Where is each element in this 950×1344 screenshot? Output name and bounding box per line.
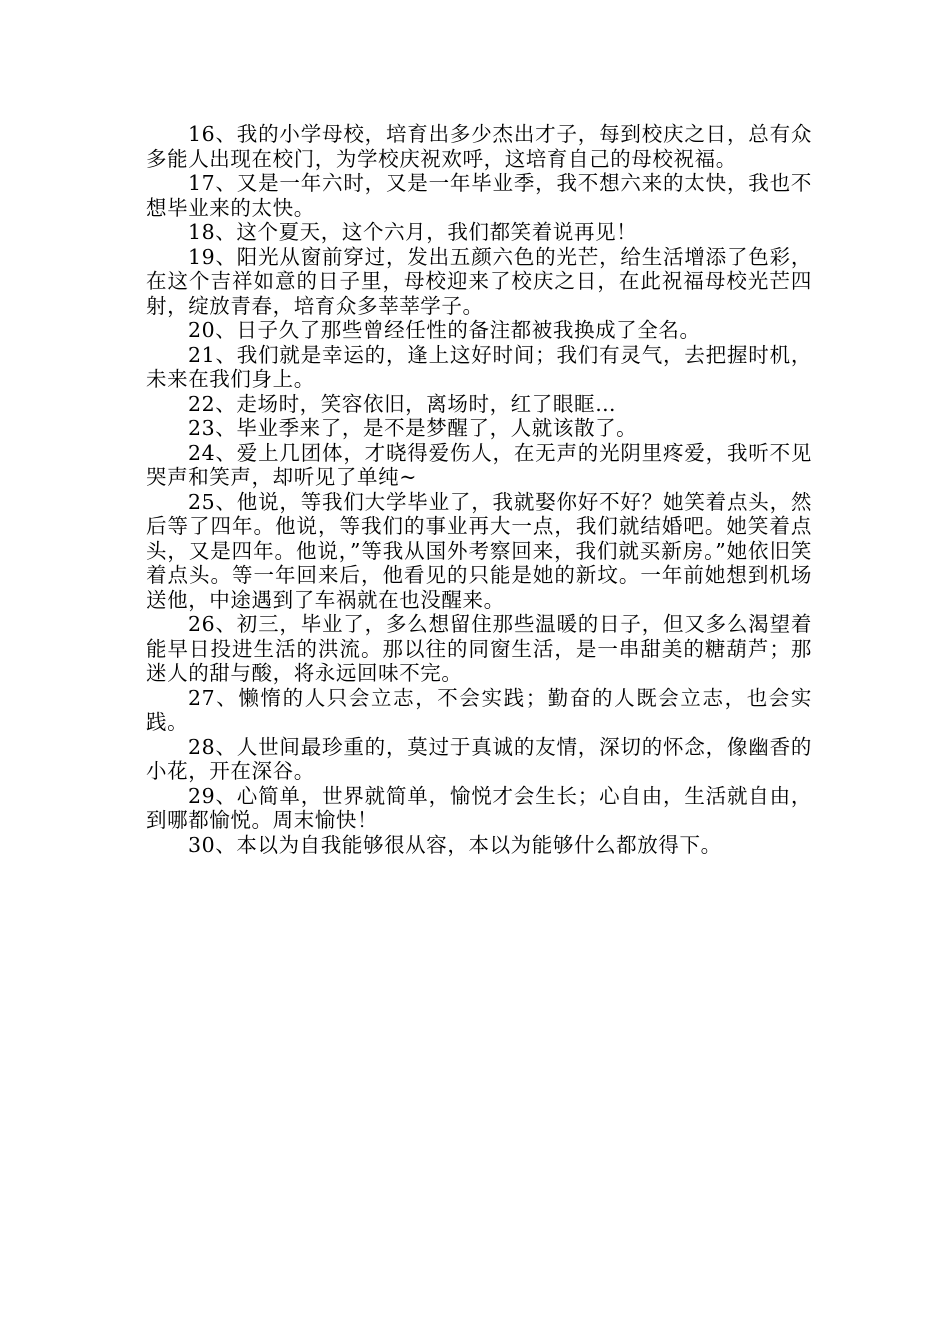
paragraph-28: 28、人世间最珍重的，莫过于真诚的友情，深切的怀念，像幽香的小花，开在深谷。: [146, 734, 812, 783]
paragraph-19: 19、阳光从窗前穿过，发出五颜六色的光芒，给生活增添了色彩，在这个吉祥如意的日子里，母校迎来了校庆之日，在此祝福母校光芒四射，绽放青春，培育众多莘莘学子。: [146, 244, 812, 318]
paragraph-20: 20、日子久了那些曾经任性的备注都被我换成了全名。: [188, 318, 701, 342]
paragraph-22: 22、走场时，笑容依旧，离场时，红了眼眶…: [188, 391, 617, 416]
paragraph-16: 16、我的小学母校，培育出多少杰出才子，每到校庆之日，总有众多能人出现在校门，为学校庆祝欢呼，这培育自己的母校祝福。: [146, 122, 812, 171]
paragraph-24: 24、爱上几团体，才晓得爱伤人，在无声的光阴里疼爱，我听不见哭声和笑声，却听见了单纯~: [146, 440, 812, 489]
paragraph-26: 26、初三，毕业了，多么想留住那些温暖的日子，但又多么渴望着能早日投进生活的洪流。那以往的同窗生活，是一串甜美的糖葫芦；那迷人的甜与酸，将永远回味不完。: [146, 612, 812, 685]
paragraph-21: 21、我们就是幸运的，逢上这好时间；我们有灵气，去把握时机，未来在我们身上。: [146, 342, 812, 391]
paragraph-17: 17、又是一年六时，又是一年毕业季，我不想六来的太快，我也不想毕业来的太快。: [146, 171, 812, 220]
document-body: [146, 122, 812, 857]
paragraph-29: 29、心简单，世界就简单，愉悦才会生长；心自由，生活就自由，到哪都愉悦。周末愉快！: [146, 783, 812, 832]
paragraph-27: 27、懒惰的人只会立志，不会实践；勤奋的人既会立志，也会实践。: [146, 685, 812, 734]
paragraph-23: 23、毕业季来了，是不是梦醒了，人就该散了。: [188, 416, 638, 440]
paragraph-30: 30、本以为自我能够很从容，本以为能够什么都放得下。: [188, 832, 722, 857]
paragraph-18: 18、这个夏天，这个六月，我们都笑着说再见！: [188, 220, 638, 244]
paragraph-25: 25、他说，等我们大学毕业了，我就娶你好不好？她笑着点头，然后等了四年。他说，等我们的事业再大一点，我们就结婚吧。她笑着点头，又是四年。他说，”等我从国外考察回来，我们就买新房。”她依旧笑着点头。等一年回来后，他看见的只能是她的新坟。一年前她想到机场送他，中途遇到了车祸就在也没醒来。: [146, 489, 812, 612]
